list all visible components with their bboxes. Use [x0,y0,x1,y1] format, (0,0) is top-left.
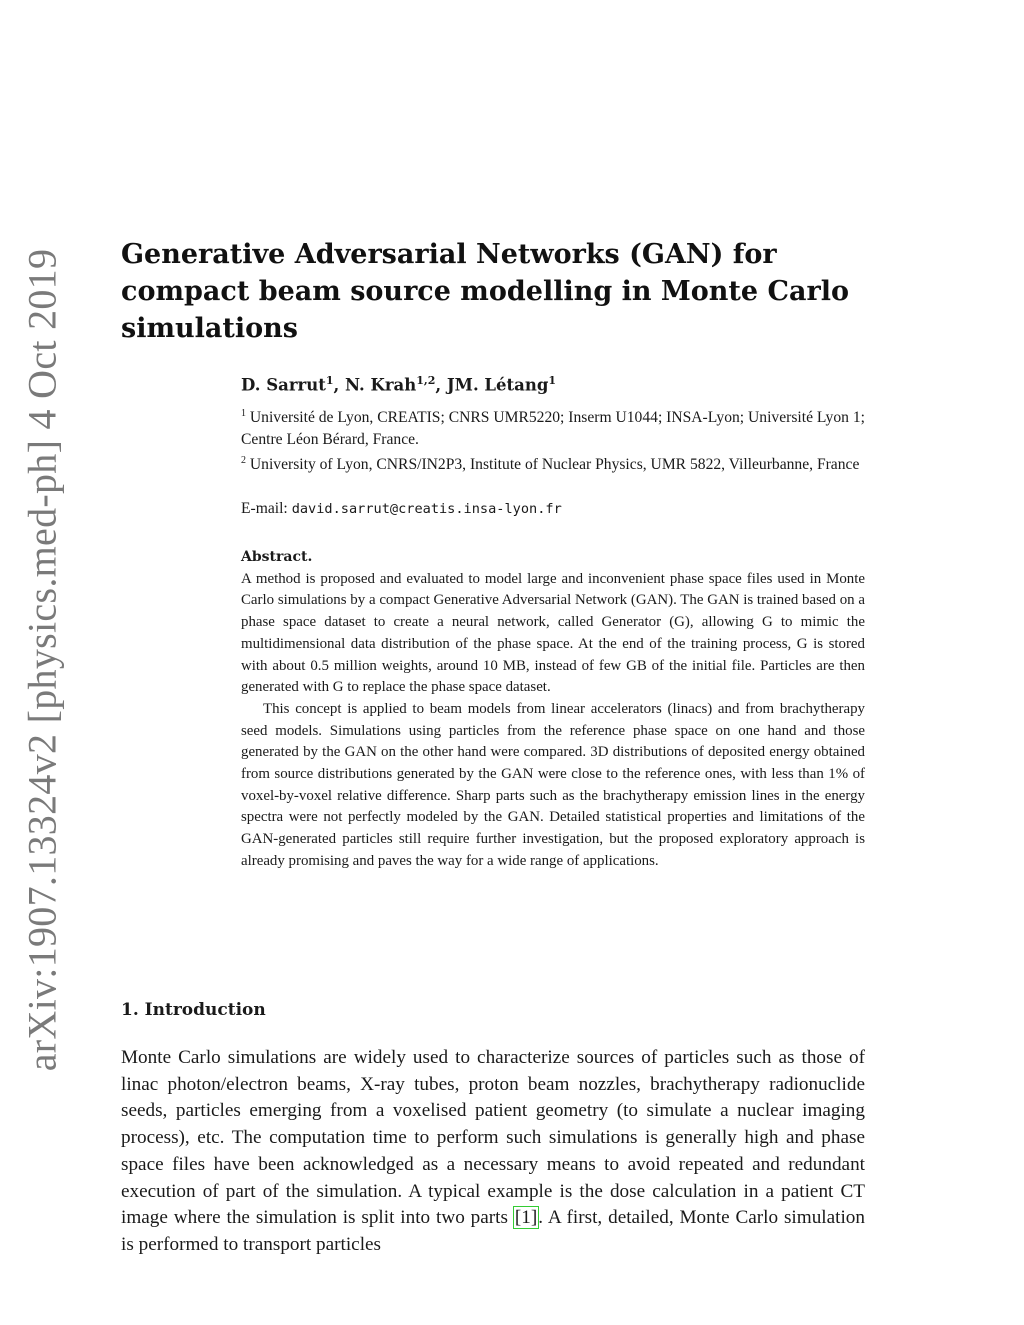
abstract [241,547,865,873]
affiliation-mark: 2 [241,455,246,467]
intro-text-continued: . A first, detailed, Monte Carlo simulation is performed to transport particles [121,1207,865,1255]
author-affiliation-mark: 1 [325,374,334,387]
affiliations [241,403,881,476]
author-affiliation-mark: 1,2 [416,374,436,387]
author-affiliation-mark: 1 [548,374,557,387]
affiliation-item [241,450,881,476]
section-heading-introduction: 1. Introduction [121,1000,266,1020]
author-name: N. Krah [344,375,417,395]
citation-link[interactable]: [1] [514,1207,538,1229]
abstract-text: A method is proposed and evaluated to model large and inconvenient phase space files used in Monte Carlo simulations by a compact Generative Adversarial Network (GAN). The GAN is trained based on a phase space dataset to create a neural network, called Generator (G), allowing G to mimic the multidimensional data distribution of the phase space. At the end of the training process, G is stored with about 0.5 million weights, around 10 MB, instead of few GB of the initial file. Particles are then generated with G to replace the phase space dataset. [241,570,865,696]
intro-text: Monte Carlo simulations are widely used to characterize sources of particles such as those of linac photon/electron beams, X-ray tubes, proton beam nozzles, brachytherapy radionuclide seeds, particles emerging from a voxelised patient geometry (to simulate a nuclear imaging process), etc. The computation time to perform such simulations is generally high and phase space files have been acknowledged as a necessary means to avoid repeated and redundant execution of part of the simulation. A typical example is the dose calculation in a patient CT image where the simulation is split into two parts [121,1047,865,1229]
abstract-paragraph [241,547,865,699]
abstract-heading: Abstract. [241,549,313,565]
affiliation-item [241,403,881,450]
abstract-paragraph: This concept is applied to beam models from linear accelerators (linacs) and from brachytherapy seed models. Simulations using particles from the reference phase space on one hand and those generated by the GAN on the other hand were compared. 3D distributions of deposited energy obtained from source distributions generated by the GAN were close to the reference ones, with less than 1% of voxel-by-voxel relative difference. Sharp parts such as the brachytherapy emission lines in the energy spectra were not perfectly modeled by the GAN. Detailed statistical properties and limitations of the GAN-generated particles still require further investigation, but the proposed exploratory approach is already promising and paves the way for a wide range of applications. [241,700,865,869]
email-label: E-mail: [241,500,288,517]
author-list: D. Sarrut$^1$, N. Krah$^{1,2}$, JM. Létang$^1$ [241,374,557,395]
paper-title: Generative Adversarial Networks (GAN) for compact beam source modelling in Monte Carlo simulations [121,239,849,344]
email-address[interactable]: david.sarrut@creatis.insa-lyon.fr [291,501,562,517]
author-name: JM. Létang [446,375,549,395]
affiliation-mark: 1 [241,408,246,419]
affiliation-text: University of Lyon, CNRS/IN2P3, Institute of Nuclear Physics, UMR 5822, Villeurbanne, France [249,456,860,474]
introduction-paragraph [121,1045,865,1259]
contact-email [241,500,562,518]
author-name: D. Sarrut [241,375,326,395]
affiliation-text: Université de Lyon, CREATIS; CNRS UMR5220; Inserm U1044; INSA-Lyon; Université Lyon 1; Centre Léon Bérard, France. [241,409,865,448]
arxiv-identifier: arXiv:1907.13324v2 [physics.med-ph] 4 Oct 2019 [19,248,65,1072]
